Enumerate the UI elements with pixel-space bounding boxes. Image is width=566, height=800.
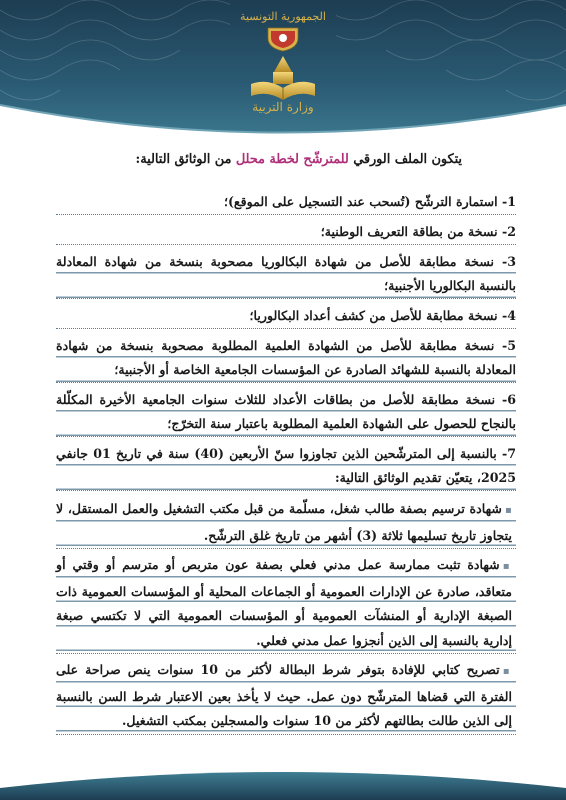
bullet-dot-icon: ▪ — [502, 666, 513, 677]
bullet-dot-icon: ▪ — [504, 505, 512, 516]
document-item-2: 2- نسخة من بطاقة التعريف الوطنية؛ — [56, 219, 516, 245]
ministry-name: وزارة التربية — [252, 100, 314, 114]
intro-before: يتكون الملف الورقي — [348, 152, 462, 167]
document-item-5: 5- نسخة مطابقة للأصل من الشهادة العلمية المطلوبة مصحوبة بنسخة من شهادة المعادلة بالنسبة للشهائد الصادرة عن المؤسسات الجامعية الخاصة أو الأجنبية؛ — [56, 333, 516, 383]
bullet-text-2: شهادة تثبت ممارسة عمل مدني فعلي بصفة عون متربص أو مترسم أو وقتي أو متعاقد، صادرة عن الإدارات العمومية أو الجماعات المحلية أو المؤسسات العمومية ذات الصبغة الإدارية أو المنشآت العمومية أو المؤسسات العمومية التي لا تكتسي صبغة إدارية بالنسبة إلى الذين أنجزوا عمل مدني فعلي. — [56, 557, 512, 648]
tunisia-emblem-icon — [258, 24, 308, 52]
intro-line — [56, 152, 516, 167]
bullet-item-1 — [56, 497, 516, 549]
ministry-book-logo-icon — [243, 52, 323, 104]
document-item-6: 6- نسخة مطابقة للأصل من بطاقات الأعداد للثلاث سنوات الجامعية الأخيرة المكلّلة بالنجاح للحصول على الشهادة العلمية المطلوبة باعتبار سنة التخرّج؛ — [56, 387, 516, 437]
bullet-list — [56, 497, 516, 735]
bullet-dot-icon: ▪ — [502, 561, 512, 572]
republic-title: الجمهورية التونسية — [240, 10, 326, 23]
document-item-3: 3- نسخة مطابقة للأصل من شهادة البكالوريا مصحوبة بنسخة من شهادة المعادلة بالنسبة البكالوريا الأجنبية؛ — [56, 249, 516, 299]
bottom-decoration — [0, 758, 566, 800]
document-item-4: 4- نسخة مطابقة للأصل من كشف أعداد البكالوريا؛ — [56, 303, 516, 329]
bullet-text-3: تصريح كتابي للإفادة بتوفر شرط البطالة لأكثر من 10 سنوات ينص صراحة على الفترة التي قضاها المترشّح دون عمل. حيث لا يأخذ بعين الاعتبار شرط السن بالنسبة إلى الذين طالت بطالتهم لأكثر من 10 سنوات والمسجلين بمكتب التشغيل. — [56, 662, 512, 728]
header-banner — [0, 0, 566, 150]
intro-highlight: للمترشّح لخطة محلل — [235, 152, 349, 167]
bullet-text-1: شهادة ترسيم بصفة طالب شغل، مسلّمة من قبل مكتب التشغيل والعمل المستقل، لا يتجاوز تاريخ تسليمها ثلاثة (3) أشهر من تاريخ غلق الترشّح. — [56, 501, 512, 543]
document-item-7: 7- بالنسبة إلى المترشّحين الذين تجاوزوا سنّ الأربعين (40) سنة في تاريخ 01 جانفي 2025، يتعيّن تقديم الوثائق التالية: — [56, 441, 516, 491]
document-item-1: 1- استمارة الترشّح (تُسحب عند التسجيل على الموقع)؛ — [56, 189, 516, 215]
bullet-item-2 — [56, 553, 516, 654]
bullet-item-3 — [56, 658, 516, 735]
intro-after: من الوثائق التالية: — [135, 152, 236, 167]
document-body — [56, 152, 516, 735]
